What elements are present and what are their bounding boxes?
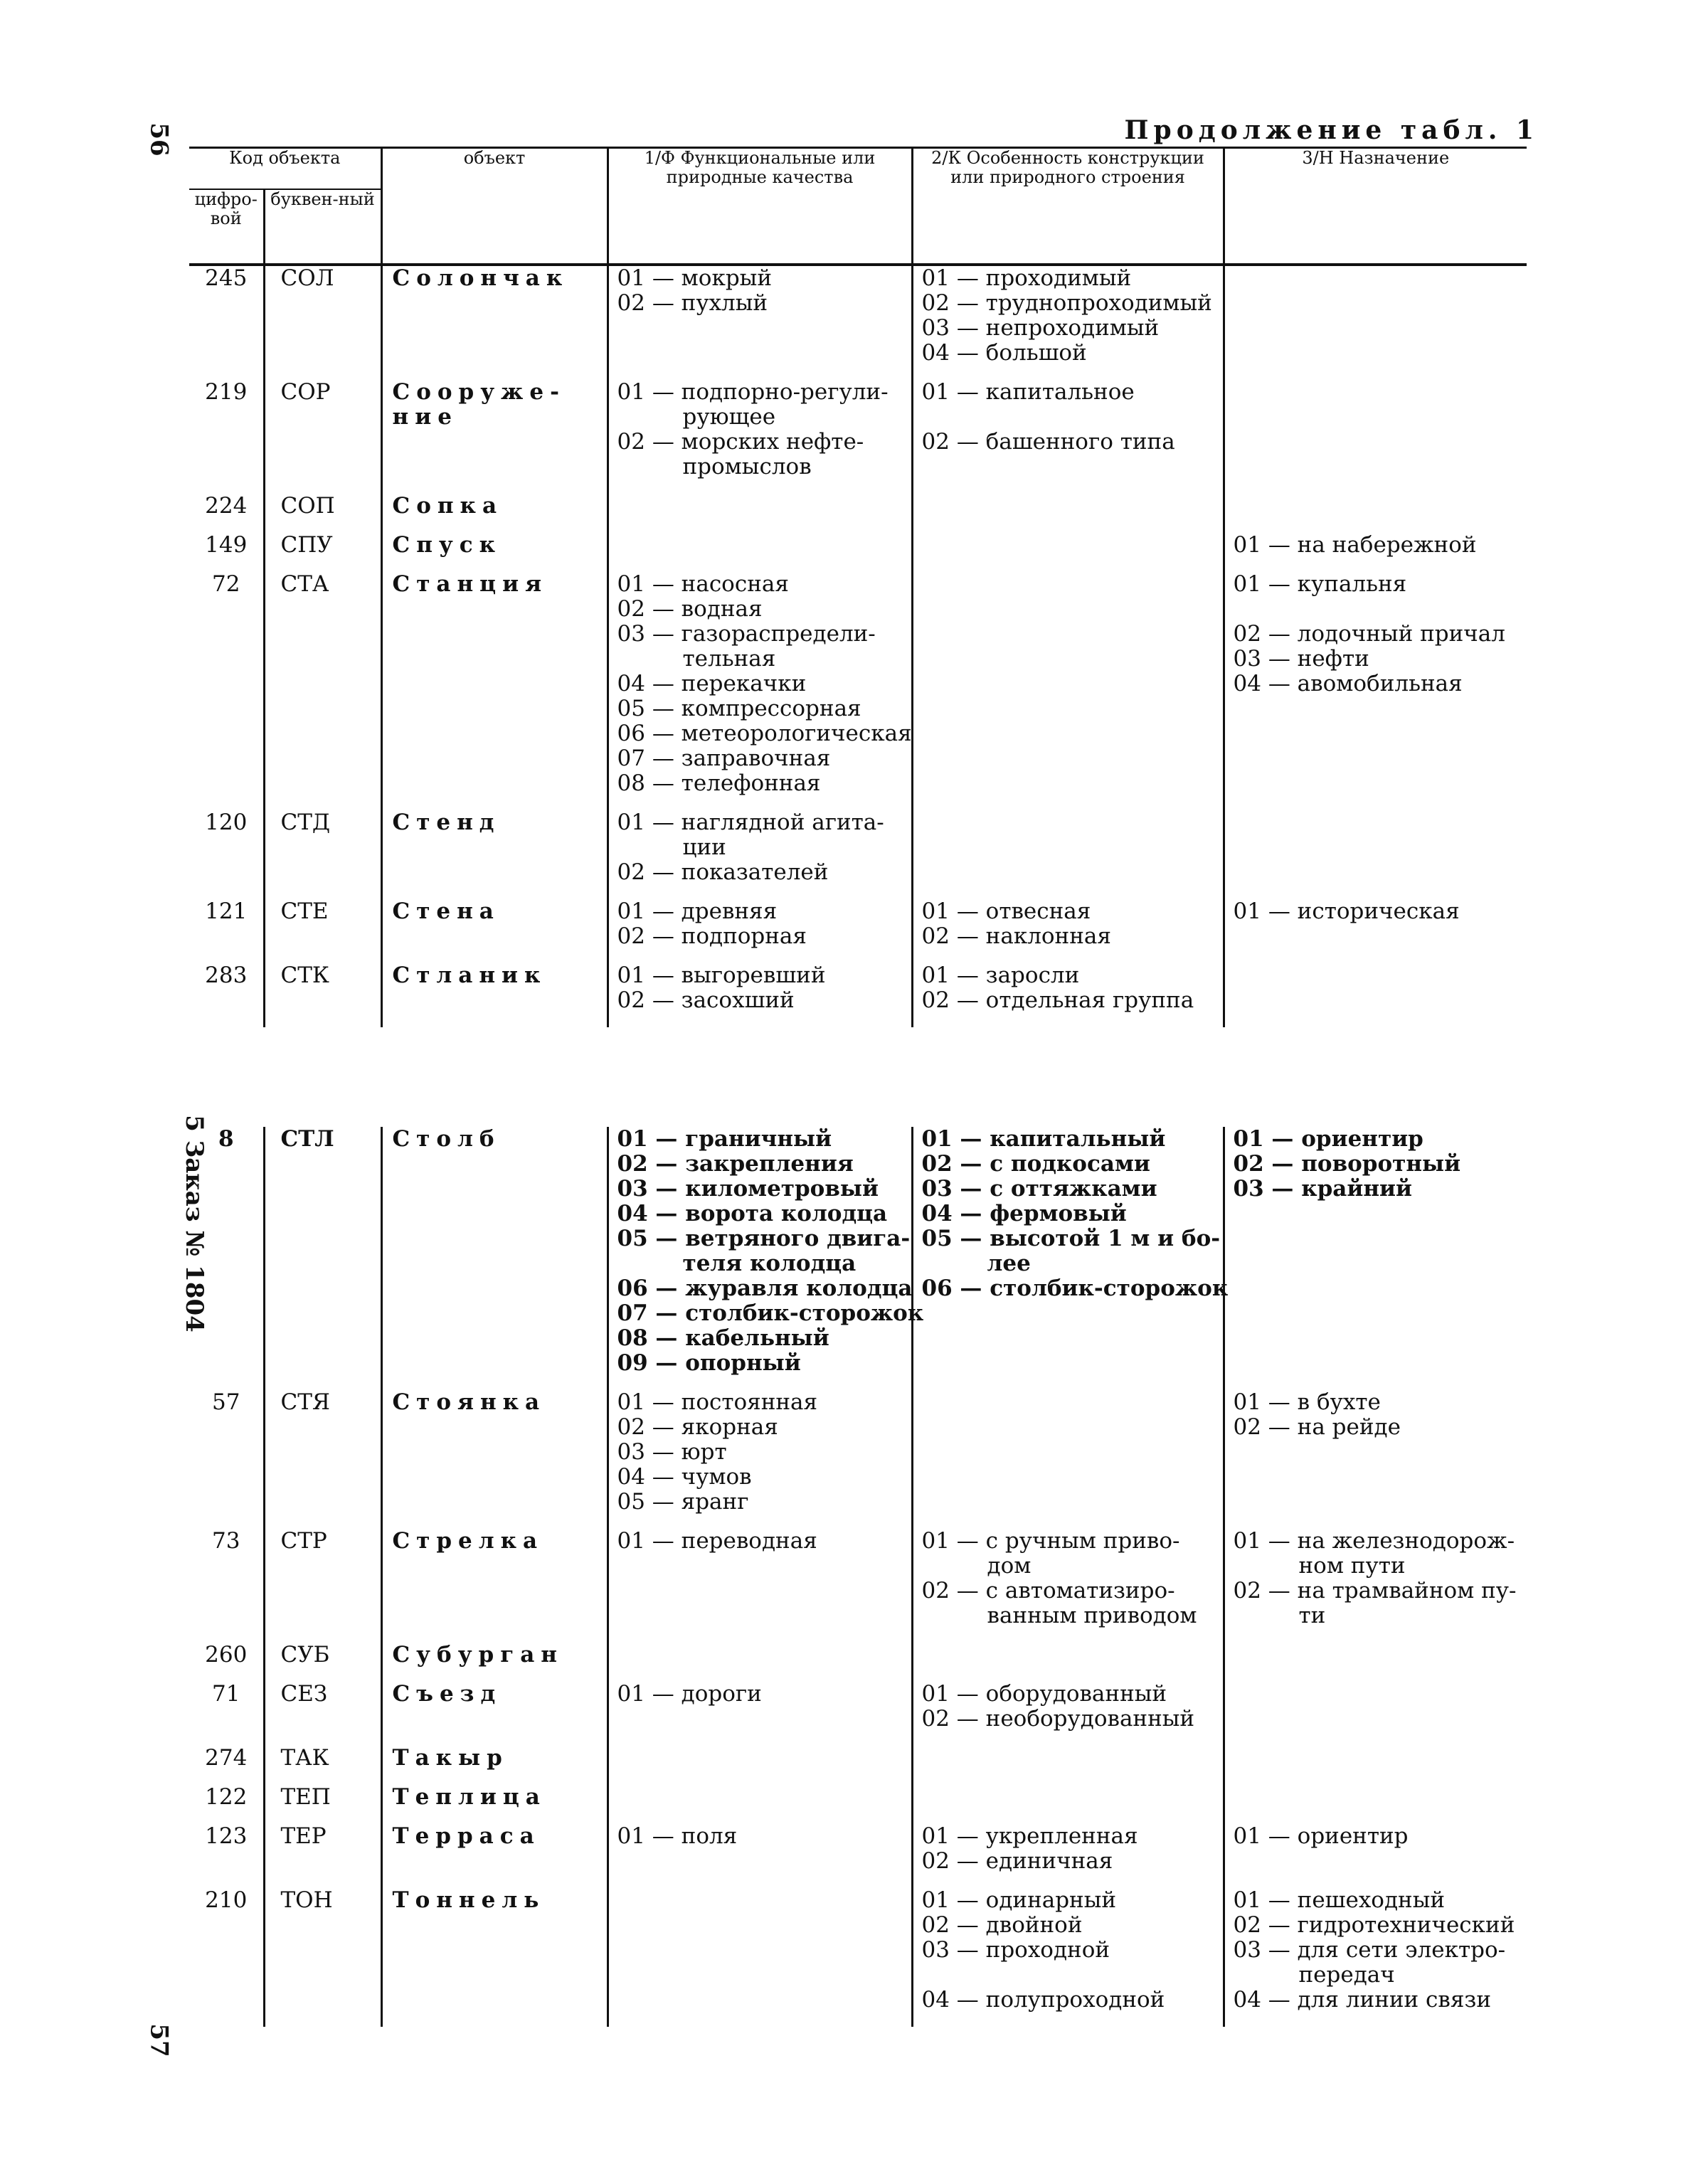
letter-code: СТЕ	[264, 899, 381, 963]
functional-qualities-cell	[608, 1746, 912, 1785]
construction-features-cell	[912, 810, 1224, 899]
list-item: передач	[1298, 1962, 1395, 1988]
object-name: Стланик	[381, 963, 608, 1027]
list-item: 03 — юрт	[617, 1439, 727, 1465]
object-name: Столб	[381, 1127, 608, 1390]
functional-qualities-cell	[608, 1888, 912, 2027]
construction-features-cell	[912, 1643, 1224, 1682]
construction-features-cell	[912, 494, 1224, 533]
functional-qualities-cell	[608, 810, 912, 899]
table-row	[189, 1888, 1527, 2027]
list-item: рующее	[682, 403, 776, 430]
list-item: 06 — столбик-сторожок	[921, 1276, 1229, 1301]
list-item: промыслов	[682, 453, 812, 479]
list-item: 01 — древняя	[617, 898, 778, 924]
construction-features-cell	[912, 1746, 1224, 1785]
functional-qualities-cell	[608, 572, 912, 810]
construction-features-cell	[912, 533, 1224, 572]
list-item: 01 — одинарный	[921, 1887, 1117, 1913]
construction-features-cell	[912, 1390, 1224, 1529]
table-row	[189, 572, 1527, 810]
letter-code: СТР	[264, 1529, 381, 1643]
list-item: 04 — для линии связи	[1233, 1987, 1491, 2013]
list-item: 01 — купальня	[1233, 571, 1407, 597]
list-item: 02 — на трамвайном пу-	[1233, 1578, 1517, 1603]
page-number-bottom: 57	[144, 2023, 174, 2057]
list-item: 01 — ориентир	[1233, 1823, 1409, 1849]
list-item: 03 — проходной	[921, 1937, 1110, 1963]
list-item: 02 — на рейде	[1233, 1414, 1401, 1440]
table-row	[189, 810, 1527, 899]
list-item: 08 — телефонная	[617, 770, 821, 796]
list-item: 01 — отвесная	[921, 898, 1091, 924]
purpose-cell	[1224, 380, 1527, 494]
letter-code: СОЛ	[264, 265, 381, 380]
list-item	[1234, 597, 1527, 622]
functional-qualities-cell	[608, 494, 912, 533]
object-name: Стрелка	[381, 1529, 608, 1643]
list-item: 03 — километровый	[617, 1176, 879, 1202]
table-row	[189, 1390, 1527, 1529]
list-item: 02 — засохший	[617, 987, 795, 1013]
list-item: ванным приводом	[987, 1603, 1197, 1628]
purpose-cell	[1224, 1529, 1527, 1643]
functional-qualities-cell	[608, 1643, 912, 1682]
print-order-number: 5 Заказ № 1804	[179, 1115, 208, 1332]
object-name: Такыр	[381, 1746, 608, 1785]
list-item: 01 — поля	[617, 1823, 738, 1849]
object-name: Съезд	[381, 1682, 608, 1746]
list-item: 02 — закрепления	[617, 1151, 854, 1177]
letter-code: СОП	[264, 494, 381, 533]
digital-code: 72	[212, 571, 240, 597]
purpose-cell	[1224, 1746, 1527, 1785]
digital-code: 274	[205, 1745, 248, 1771]
list-item: 01 — ориентир	[1233, 1126, 1423, 1152]
letter-code: СОР	[264, 380, 381, 494]
list-item: 08 — кабельный	[617, 1325, 829, 1351]
construction-features-cell	[912, 380, 1224, 494]
list-item: 02 — лодочный причал	[1233, 620, 1505, 647]
purpose-cell	[1224, 265, 1527, 380]
list-item: 02 — водная	[617, 595, 763, 622]
object-name: Солончак	[381, 265, 608, 380]
list-item: 02 — показателей	[617, 859, 829, 885]
list-item: 01 — мокрый	[617, 265, 772, 291]
construction-features-cell	[912, 1888, 1224, 2027]
purpose-cell	[1224, 1888, 1527, 2027]
classification-table-bottom	[189, 1127, 1527, 2027]
list-item: 02 — якорная	[617, 1414, 778, 1440]
functional-qualities-cell	[608, 1529, 912, 1643]
letter-code: СТЯ	[264, 1390, 381, 1529]
table-row	[189, 1127, 1527, 1390]
list-item: теля колодца	[682, 1251, 857, 1276]
object-name: Спуск	[381, 533, 608, 572]
digital-code: 73	[212, 1528, 240, 1554]
list-item: 01 — укрепленная	[921, 1823, 1138, 1849]
functional-qualities-cell	[608, 533, 912, 572]
header-code-group: Код объекта	[189, 148, 381, 189]
list-item: 02 — пухлый	[617, 290, 768, 316]
letter-code: СТА	[264, 572, 381, 810]
list-item: 01 — историческая	[1233, 898, 1460, 924]
purpose-cell	[1224, 1682, 1527, 1746]
header-digital-code: цифро-вой	[189, 189, 264, 265]
digital-code: 219	[205, 378, 248, 405]
letter-code: ТОН	[264, 1888, 381, 2027]
purpose-cell	[1224, 1127, 1527, 1390]
list-item: 01 — проходимый	[921, 265, 1132, 291]
purpose-cell	[1224, 1390, 1527, 1529]
list-item	[922, 405, 1223, 430]
list-item: ном пути	[1298, 1553, 1406, 1579]
list-item: 01 — оборудованный	[921, 1681, 1167, 1707]
list-item: 02 — подпорная	[617, 923, 807, 949]
construction-features-cell	[912, 572, 1224, 810]
list-item: 02 — наклонная	[921, 923, 1111, 949]
letter-code: СЕЗ	[264, 1682, 381, 1746]
list-item: 01 — постоянная	[617, 1389, 818, 1415]
object-name: Стенд	[381, 810, 608, 899]
list-item: 06 — журавля колодца	[617, 1276, 913, 1301]
purpose-cell	[1224, 810, 1527, 899]
functional-qualities-cell	[608, 963, 912, 1027]
list-item: 02 — с автоматизиро-	[921, 1578, 1175, 1603]
list-item: лее	[987, 1251, 1031, 1276]
digital-code: 57	[212, 1389, 240, 1415]
table-row	[189, 1643, 1527, 1682]
list-item: 04 — чумов	[617, 1464, 752, 1490]
functional-qualities-cell	[608, 1390, 912, 1529]
functional-qualities-cell	[608, 899, 912, 963]
object-name: Терраса	[381, 1824, 608, 1888]
table-row	[189, 494, 1527, 533]
list-item: ции	[682, 834, 726, 860]
list-item: 01 — насосная	[617, 571, 789, 597]
list-item: 01 — в бухте	[1233, 1389, 1381, 1415]
list-item: 01 — на железнодорож-	[1233, 1528, 1515, 1554]
functional-qualities-cell	[608, 1785, 912, 1824]
list-item: 03 — с оттяжками	[921, 1176, 1157, 1202]
page-number-top: 56	[144, 122, 174, 157]
header-letter-code: буквен-ный	[264, 189, 381, 265]
object-name: Сооруже-ние	[381, 380, 608, 494]
construction-features-cell	[912, 1785, 1224, 1824]
table-row	[189, 1746, 1527, 1785]
table-row	[189, 1529, 1527, 1643]
list-item: 01 — капитальное	[921, 378, 1135, 405]
list-item: дом	[987, 1553, 1032, 1579]
list-item: 03 — нефти	[1233, 645, 1369, 672]
digital-code: 121	[205, 898, 248, 924]
list-item: 09 — опорный	[617, 1350, 801, 1376]
list-item: 04 — полупроходной	[921, 1987, 1165, 2013]
list-item: 01 — граничный	[617, 1126, 832, 1152]
header-object: объект	[381, 148, 608, 265]
functional-qualities-cell	[608, 1824, 912, 1888]
list-item: 02 — с подкосами	[921, 1151, 1150, 1177]
list-item: 02 — двойной	[921, 1912, 1083, 1938]
list-item: 03 — газораспредели-	[617, 620, 876, 647]
list-item: 01 — на набережной	[1233, 531, 1477, 558]
list-item: 06 — метеорологическая	[617, 720, 912, 746]
purpose-cell	[1224, 1643, 1527, 1682]
purpose-cell	[1224, 899, 1527, 963]
list-item: 01 — выгоревший	[617, 962, 826, 988]
list-item: 02 — башенного типа	[921, 428, 1175, 455]
header-construction-features: 2/К Особенность конструкции или природного строения	[912, 148, 1224, 265]
object-name: Теплица	[381, 1785, 608, 1824]
table-row	[189, 899, 1527, 963]
letter-code: СУБ	[264, 1643, 381, 1682]
table-row	[189, 1682, 1527, 1746]
table-row	[189, 533, 1527, 572]
list-item: 01 — подпорно-регули-	[617, 378, 889, 405]
letter-code: СПУ	[264, 533, 381, 572]
list-item: 05 — яранг	[617, 1489, 749, 1515]
list-item: 02 — гидротехнический	[1233, 1912, 1515, 1938]
list-item: 01 — с ручным приво-	[921, 1528, 1180, 1554]
list-item: ти	[1298, 1603, 1326, 1628]
list-item: 03 — для сети электро-	[1233, 1937, 1506, 1963]
digital-code: 260	[205, 1642, 248, 1668]
functional-qualities-cell	[608, 380, 912, 494]
list-item: 07 — заправочная	[617, 745, 831, 771]
construction-features-cell	[912, 1682, 1224, 1746]
construction-features-cell	[912, 1126, 1229, 1390]
list-item: 01 — капитальный	[921, 1126, 1166, 1152]
list-item: 04 — авомобильная	[1233, 670, 1463, 696]
classification-table-top	[189, 147, 1527, 1027]
list-item: тельная	[682, 645, 776, 672]
digital-code: 210	[205, 1887, 248, 1913]
list-item: 05 — компрессорная	[617, 695, 861, 721]
purpose-cell	[1224, 963, 1527, 1027]
list-item	[922, 1963, 1223, 1988]
list-item: 02 — поворотный	[1233, 1151, 1461, 1177]
digital-code: 71	[212, 1681, 240, 1707]
object-name: Субурган	[381, 1643, 608, 1682]
list-item: 02 — морских нефте-	[617, 428, 864, 455]
table-row	[189, 380, 1527, 494]
list-item: 05 — ветряного двига-	[617, 1226, 911, 1251]
list-item: 01 — переводная	[617, 1528, 817, 1554]
list-item: 04 — большой	[921, 339, 1087, 366]
letter-code: СТК	[264, 963, 381, 1027]
letter-code: СТД	[264, 810, 381, 899]
digital-code: 122	[205, 1784, 248, 1810]
table-row	[189, 1824, 1527, 1888]
list-item: 04 — перекачки	[617, 670, 807, 696]
digital-code: 283	[205, 962, 248, 988]
construction-features-cell	[912, 1824, 1224, 1888]
list-item: 01 — наглядной агита-	[617, 809, 884, 835]
header-purpose: 3/Н Назначение	[1224, 148, 1527, 265]
list-item: 02 — необорудованный	[921, 1706, 1195, 1732]
list-item: 04 — фермовый	[921, 1201, 1127, 1226]
digital-code: 123	[205, 1823, 248, 1849]
purpose-cell	[1224, 494, 1527, 533]
construction-features-cell	[912, 963, 1224, 1027]
table-row	[189, 1785, 1527, 1824]
functional-qualities-cell	[608, 265, 912, 380]
object-name: Стена	[381, 899, 608, 963]
list-item: 01 — заросли	[921, 962, 1080, 988]
table-continuation-title: Продолжение табл. 1	[1124, 115, 1539, 145]
object-name: Стоянка	[381, 1390, 608, 1529]
table-row	[189, 963, 1527, 1027]
object-name: Тоннель	[381, 1888, 608, 2027]
digital-code: 245	[205, 265, 248, 291]
purpose-cell	[1224, 533, 1527, 572]
list-item: 03 — непроходимый	[921, 314, 1160, 341]
list-item: 05 — высотой 1 м и бо-	[921, 1226, 1221, 1251]
list-item: 04 — ворота колодца	[617, 1201, 888, 1226]
functional-qualities-cell	[608, 1682, 912, 1746]
letter-code: СТЛ	[264, 1127, 381, 1390]
construction-features-cell	[912, 265, 1224, 380]
list-item: 01 — дороги	[617, 1681, 762, 1707]
letter-code: ТАК	[264, 1746, 381, 1785]
functional-qualities-cell	[608, 1126, 924, 1390]
list-item: 02 — труднопроходимый	[921, 290, 1212, 316]
object-name: Станция	[381, 572, 608, 810]
list-item: 01 — пешеходный	[1233, 1887, 1446, 1913]
object-name: Сопка	[381, 494, 608, 533]
table-row	[189, 265, 1527, 380]
purpose-cell	[1224, 572, 1527, 810]
construction-features-cell	[912, 899, 1224, 963]
letter-code: ТЕР	[264, 1824, 381, 1888]
list-item: 02 — отдельная группа	[921, 987, 1194, 1013]
digital-code: 8	[218, 1126, 234, 1152]
list-item: 07 — столбик-сторожок	[617, 1300, 924, 1326]
digital-code: 149	[205, 531, 248, 558]
purpose-cell	[1224, 1785, 1527, 1824]
purpose-cell	[1224, 1824, 1527, 1888]
construction-features-cell	[912, 1529, 1224, 1643]
digital-code: 120	[205, 809, 248, 835]
list-item: 03 — крайний	[1233, 1176, 1413, 1202]
header-functional-qualities: 1/Ф Функциональные или природные качества	[608, 148, 912, 265]
letter-code: ТЕП	[264, 1785, 381, 1824]
digital-code: 224	[205, 492, 248, 519]
list-item: 02 — единичная	[921, 1848, 1113, 1874]
